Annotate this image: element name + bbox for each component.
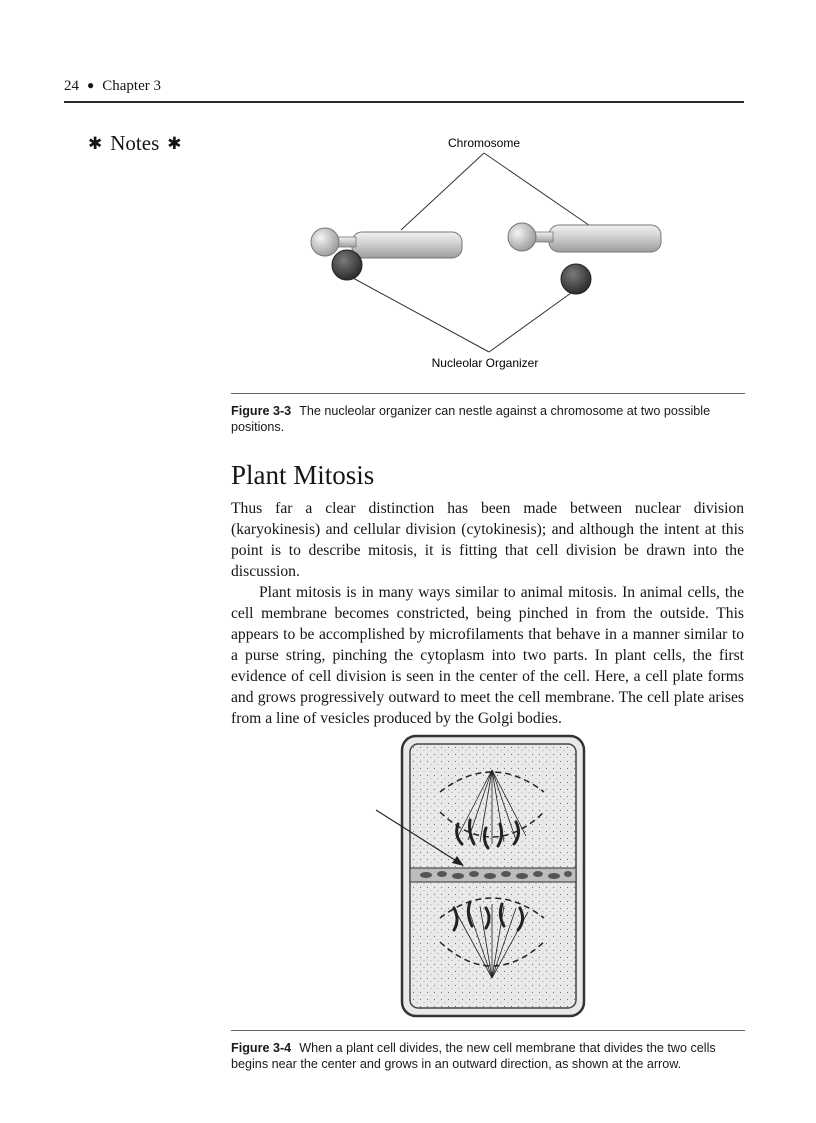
leader-line <box>353 278 489 352</box>
caption-text: The nucleolar organizer can nestle against a chromosome at two possible positions. <box>231 404 711 434</box>
cell-plate <box>410 868 576 882</box>
paragraph: Plant mitosis is in many ways similar to animal mitosis. In animal cells, the cell membrane becomes constricted, being pinched in from the outside. This appears to be accomplished by microfilaments that behave in a manner similar to a purse string, pinching the cytoplasm into two parts. In plant cells, the first evidence of cell division is seen in the center of the cell. Here, a cell plate forms and grows progressively outward to meet the cell membrane. The cell plate arises from a line of vesicles produced by the Golgi bodies. <box>231 584 744 727</box>
leader-line <box>484 153 596 230</box>
page-number: 24 <box>64 78 79 94</box>
caption-number: Figure 3-3 <box>231 404 292 418</box>
caption-number: Figure 3-4 <box>231 1041 292 1055</box>
figure-rule <box>231 393 745 394</box>
label-chromosome: Chromosome <box>447 136 521 150</box>
chromosome-left <box>311 228 462 280</box>
nucleolar-organizer-left <box>332 250 362 280</box>
caption-text: When a plant cell divides, the new cell membrane that divides the two cells begins near the center and grows in an outward direction, as shown at the arrow. <box>231 1041 716 1071</box>
header-rule <box>64 101 744 103</box>
notes-heading <box>80 131 190 156</box>
figure-3-4-caption <box>231 1040 743 1072</box>
figure-3-3-illustration <box>231 120 745 380</box>
label-nucleolar-organizer: Nucleolar Organizer <box>431 356 539 370</box>
section-title: Plant Mitosis <box>231 460 375 490</box>
figure-rule <box>231 1030 745 1031</box>
nucleolar-organizer-right <box>561 264 591 294</box>
chapter-label: Chapter 3 <box>102 78 161 94</box>
figure-3-3-caption <box>231 403 743 435</box>
asterisk-icon: ✱ <box>167 134 182 153</box>
chromosome-right <box>508 223 661 294</box>
bullet-icon: ● <box>87 78 95 92</box>
running-head <box>64 78 161 95</box>
asterisk-icon: ✱ <box>88 134 103 153</box>
figure-3-4-illustration <box>370 732 590 1018</box>
body-text <box>231 498 744 729</box>
paragraph: Thus far a clear distinction has been made between nuclear division (karyokinesis) and cellular division (cytokinesis); and although the intent at this point is to describe mitosis, it is fitting that cell division be drawn into the discussion. <box>231 500 744 580</box>
leader-line <box>489 293 571 352</box>
leader-line <box>401 153 484 230</box>
notes-label: Notes <box>110 131 160 155</box>
